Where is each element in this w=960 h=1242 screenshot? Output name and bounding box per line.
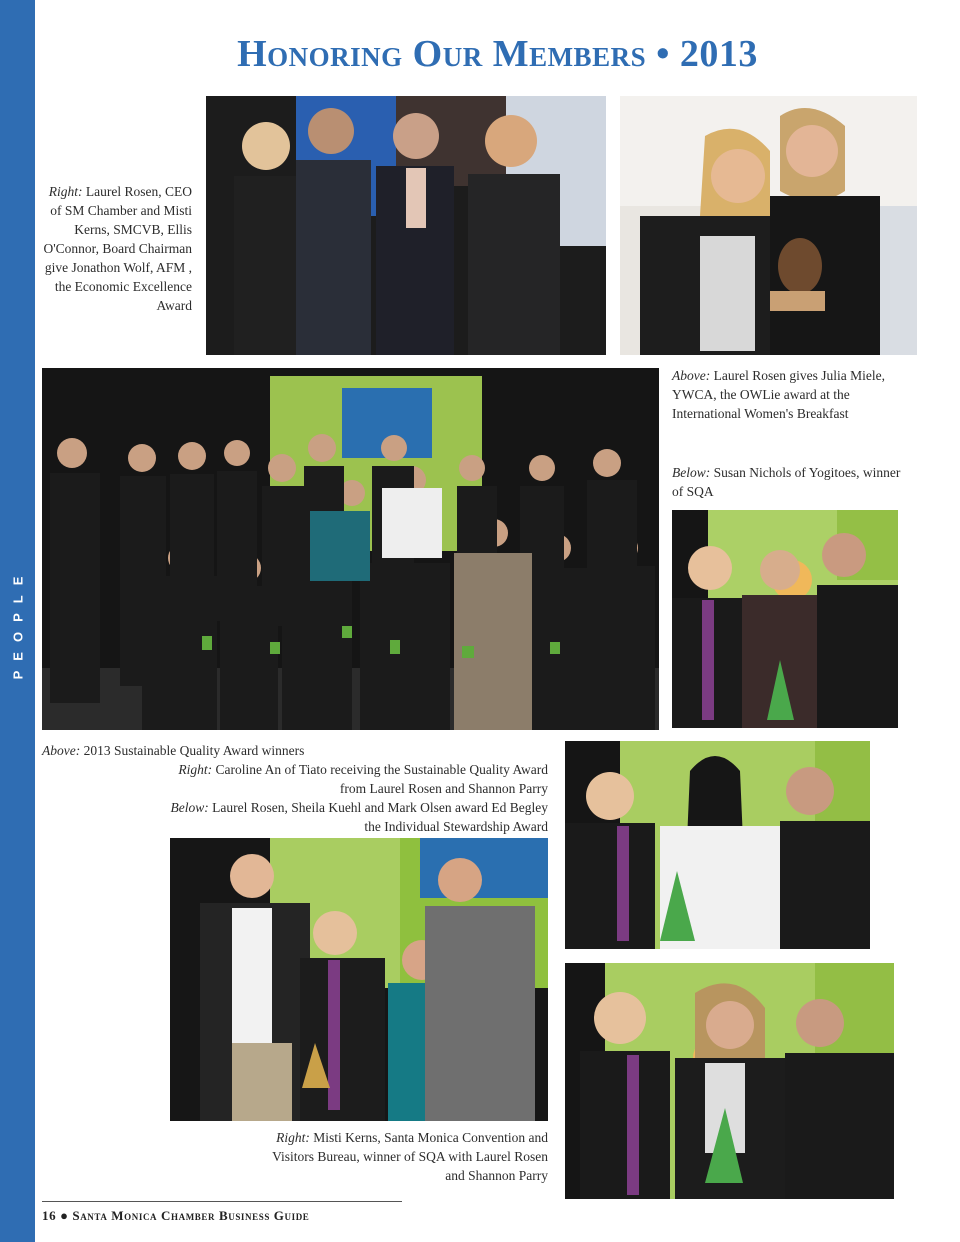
caption-lead: Above: (42, 743, 81, 758)
caption-owlie (672, 366, 917, 423)
caption-text: Laurel Rosen gives Julia Miele, YWCA, the OWLie award at the International Women's Breakfast (672, 368, 885, 421)
caption-yogitoes (672, 463, 912, 501)
photo-owlie-award (620, 96, 917, 355)
caption-lead: Above: (672, 368, 711, 383)
photo-4-image (672, 510, 898, 728)
side-section-label (0, 548, 35, 698)
photo-tiato-sqa (565, 741, 870, 949)
caption-economic-excellence (42, 182, 192, 315)
caption-text: Misti Kerns, Santa Monica Convention and Visitors Bureau, winner of SQA with Laurel Rosen and Shannon Parry (272, 1130, 548, 1183)
photo-yogitoes-sqa (672, 510, 898, 728)
photo-ed-begley-award (170, 838, 548, 1121)
caption-misti-kerns (265, 1128, 548, 1185)
photo-sqa-winners-group (42, 368, 659, 730)
caption-lead: Right: (276, 1130, 310, 1145)
photo-misti-kerns-sqa (565, 963, 894, 1199)
photo-economic-excellence-award (206, 96, 606, 355)
footer-bullet: ● (60, 1208, 69, 1223)
footer-rule (42, 1201, 402, 1202)
photo-1-image (206, 96, 606, 355)
page-number: 16 (42, 1208, 57, 1223)
caption-ed-begley (165, 798, 548, 836)
publication-name: Santa Monica Chamber Business Guide (72, 1208, 310, 1223)
caption-text: Caroline An of Tiato receiving the Sustainable Quality Award from Laurel Rosen and Shannon Parry (215, 762, 548, 796)
photo-7-image (565, 963, 894, 1199)
caption-text: Laurel Rosen, CEO of SM Chamber and Misti Kerns, SMCVB, Ellis O'Connor, Board Chairman give Jonathon Wolf, AFM , the Economic Excellence Award (43, 184, 192, 313)
section-label-text: PEOPLE (10, 566, 25, 680)
page-footer (42, 1208, 309, 1224)
photo-2-image (620, 96, 917, 355)
caption-tiato (165, 760, 548, 798)
caption-lead: Right: (178, 762, 213, 777)
caption-group-winners (42, 741, 552, 760)
caption-lead: Right: (48, 184, 83, 199)
photo-3-image (42, 368, 659, 730)
caption-text: Laurel Rosen, Sheila Kuehl and Mark Olsen award Ed Begley the Individual Stewardship Award (212, 800, 548, 834)
caption-text: Susan Nichols of Yogitoes, winner of SQA (672, 465, 901, 499)
page-title: Honoring Our Members • 2013 (237, 33, 758, 75)
caption-text: 2013 Sustainable Quality Award winners (83, 743, 305, 758)
photo-6-image (170, 838, 548, 1121)
photo-5-image (565, 741, 870, 949)
caption-lead: Below: (672, 465, 711, 480)
caption-lead: Below: (170, 800, 209, 815)
